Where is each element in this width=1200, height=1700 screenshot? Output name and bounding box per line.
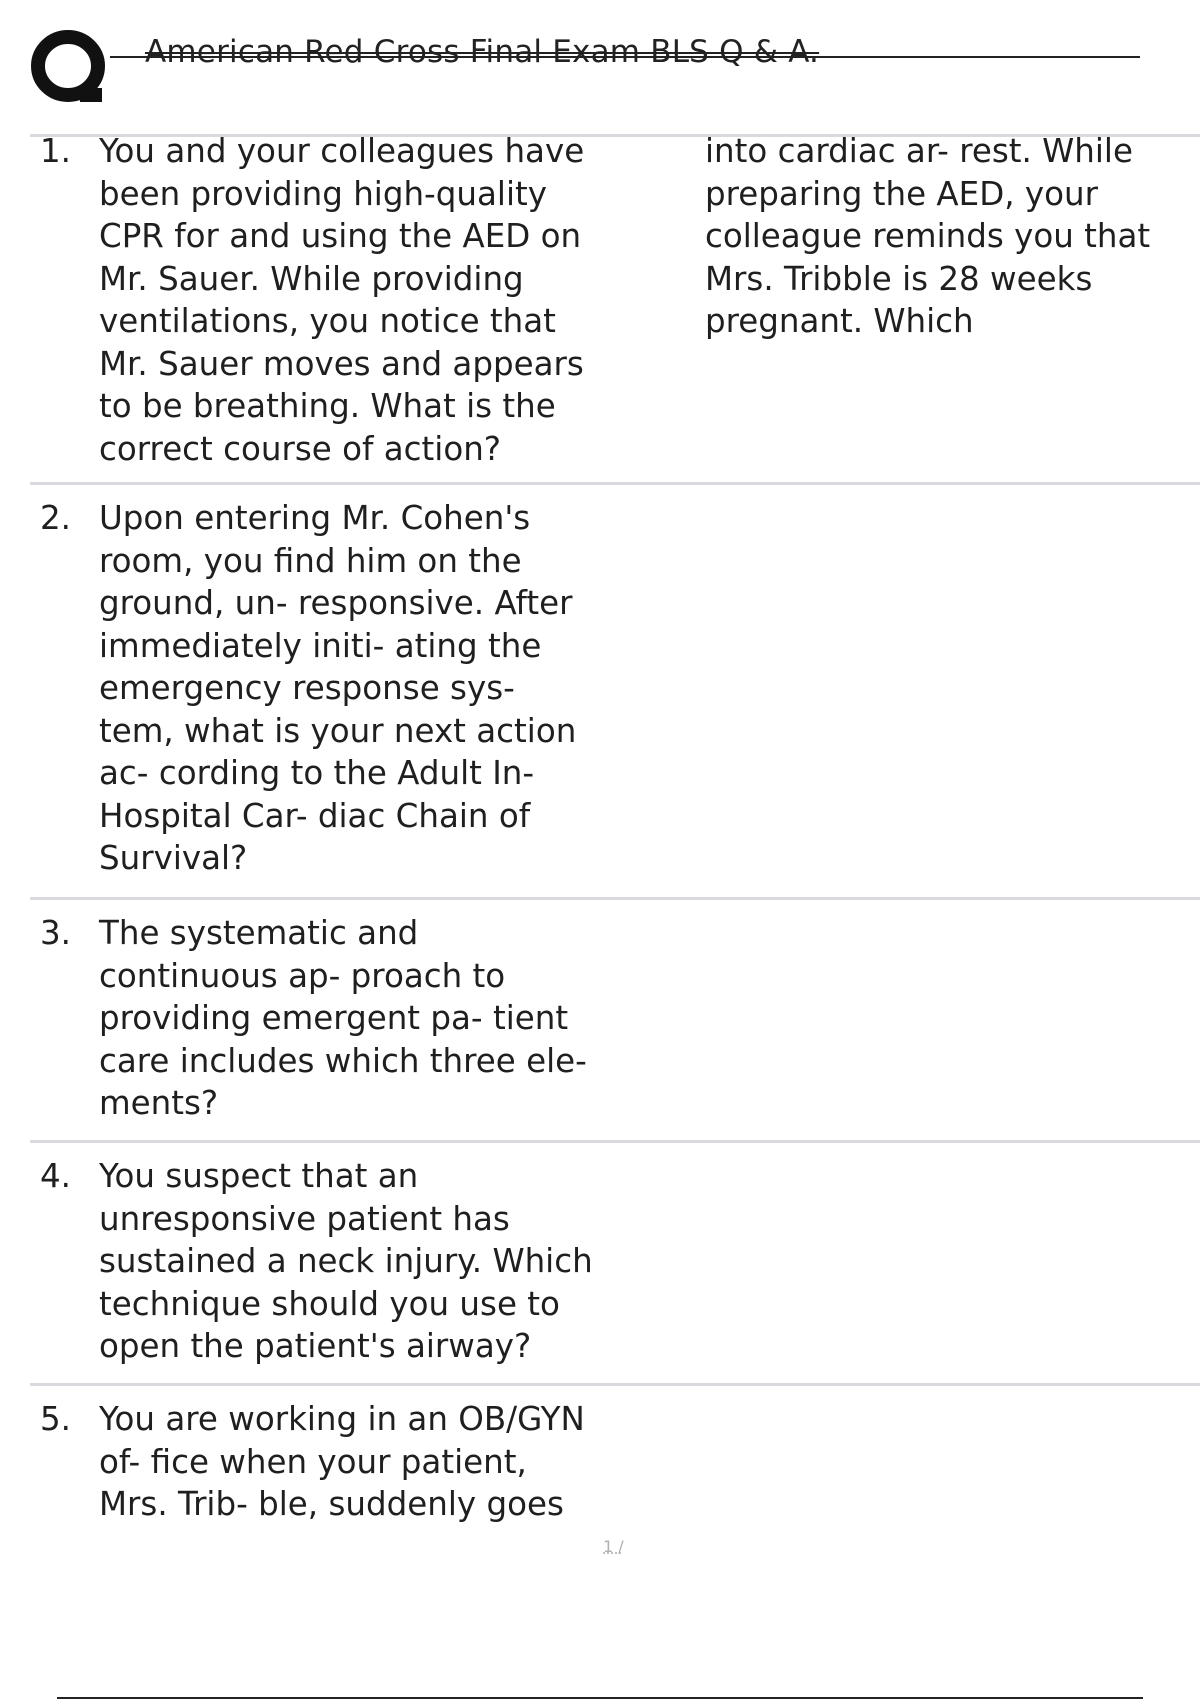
question-text: The systematic and continuous ap- proach to providing emergent pa- tient care includes which three ele- ments? <box>99 914 587 1122</box>
question-text: You are working in an OB/GYN of- fice when your patient, Mrs. Trib- ble, suddenly goes <box>99 1400 585 1523</box>
page-number: 1 / <box>603 1537 624 1556</box>
q-logo-icon <box>30 30 110 110</box>
question-number: 4. <box>40 1157 72 1195</box>
question-text: You and your colleagues have been providing high-quality CPR for and using the AED on Mr. Sauer. While providing ventilations, you notice that Mr. Sauer moves and appears to be breathing. What is the correct course of action? <box>99 134 585 468</box>
question-number: 1. <box>40 134 72 170</box>
question-item-3 <box>30 900 1200 1143</box>
question-list <box>30 134 1200 1526</box>
question-number: 3. <box>40 914 72 952</box>
question-text: You suspect that an unresponsive patient has sustained a neck injury. Which technique should you use to open the patient's airway? <box>99 1157 593 1365</box>
question-item-5 <box>30 1386 1200 1526</box>
question-item-4 <box>30 1143 1200 1386</box>
bottom-rule <box>57 1697 1143 1699</box>
question-item-2 <box>30 485 1200 900</box>
question-number: 2. <box>40 499 72 537</box>
question-text: Upon entering Mr. Cohen's room, you find him on the ground, un- responsive. After immediately initi- ating the emergency response sys- tem, what is your next action ac- cording to the Adult In- Hospital Car- diac Chain of Survival? <box>99 499 577 877</box>
right-column-text: into cardiac ar- rest. While preparing the AED, your colleague reminds you that Mrs. Tribble is 28 weeks pregnant. Which <box>705 134 1151 340</box>
document-header <box>0 0 1200 125</box>
question-number: 5. <box>40 1400 72 1438</box>
document-title: American Red Cross Final Exam BLS Q & A. <box>145 34 820 70</box>
question-content <box>30 134 1200 1544</box>
